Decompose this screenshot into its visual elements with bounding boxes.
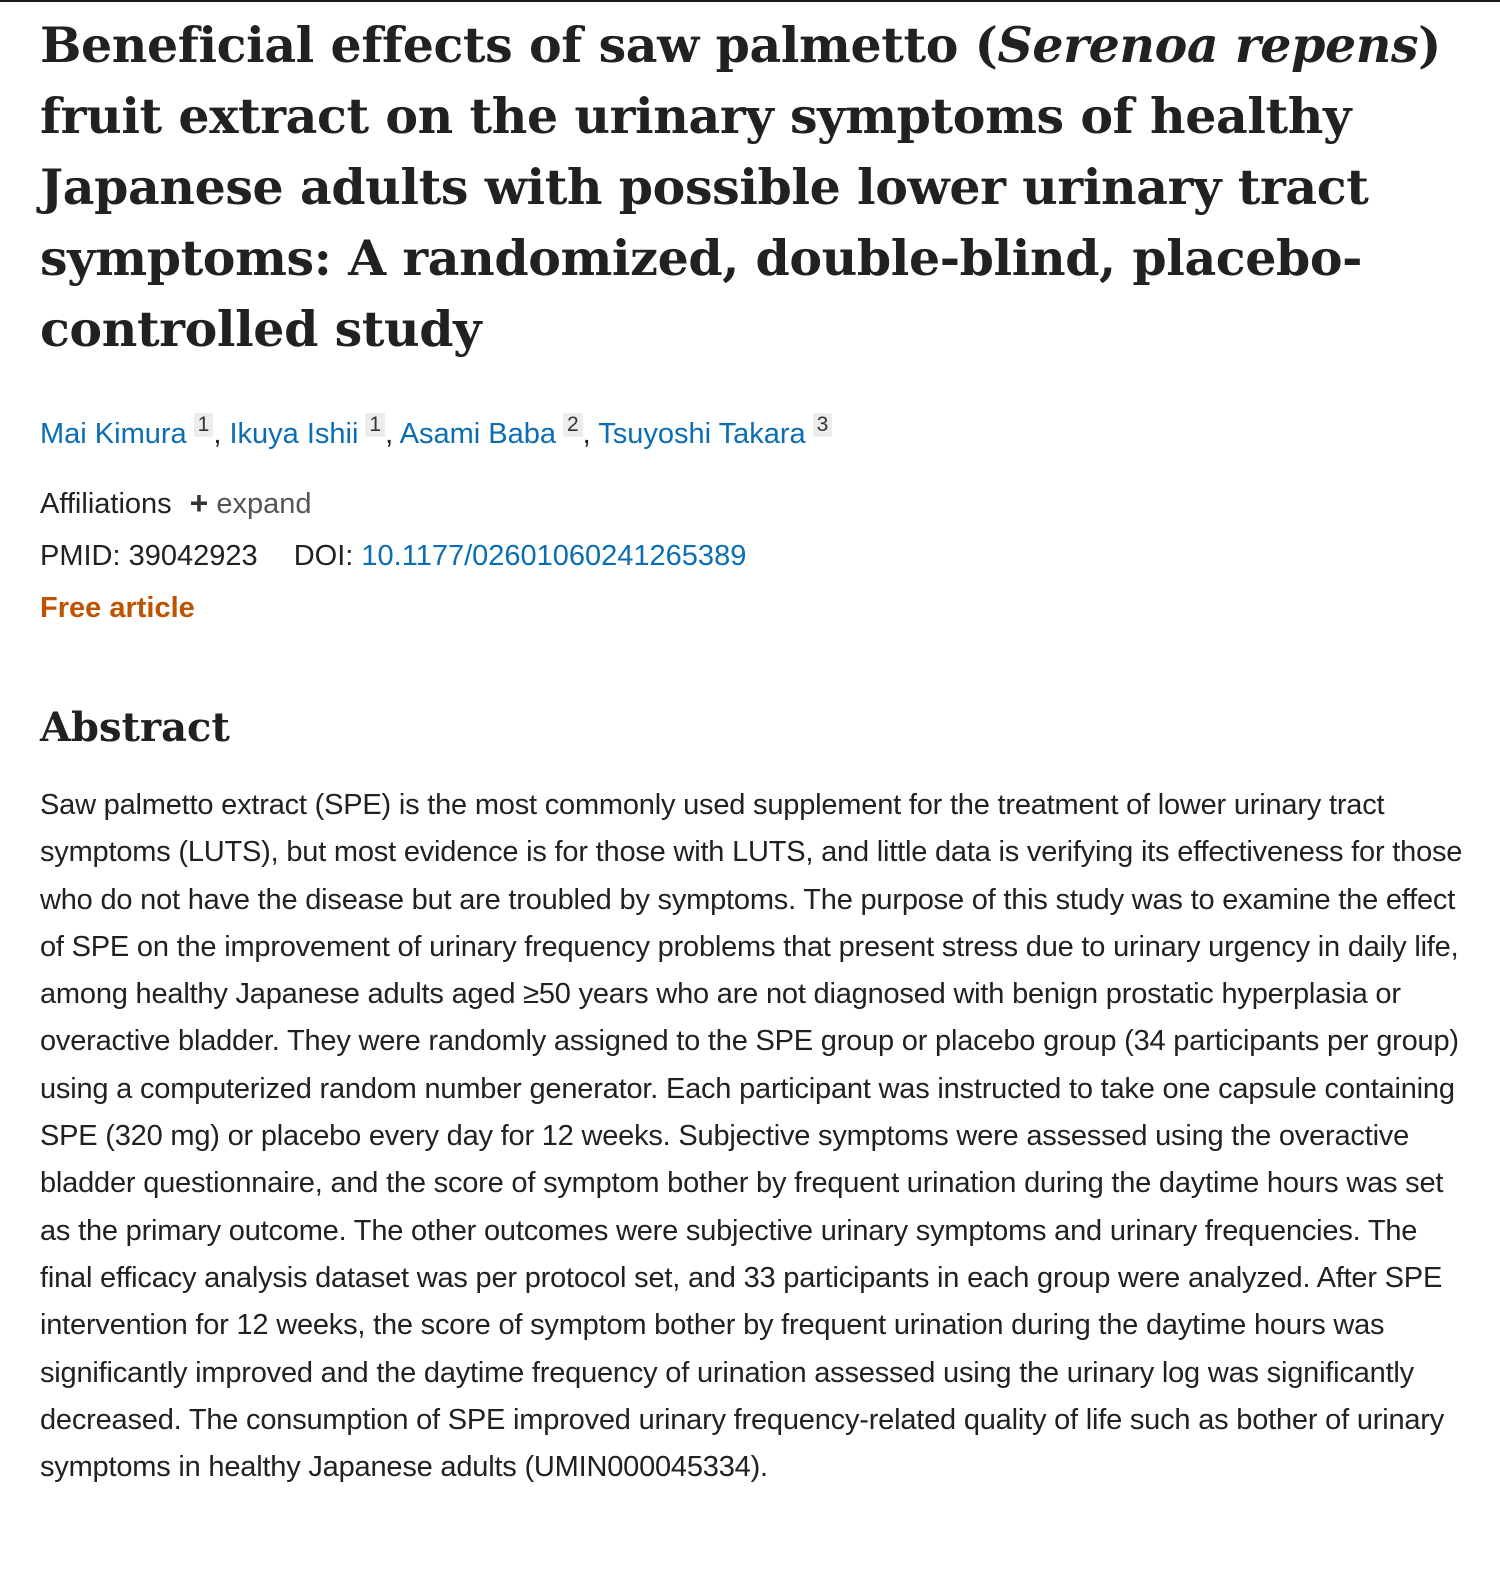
- affiliation-ref[interactable]: 3: [813, 413, 833, 437]
- title-part-2: ) fruit extract on the urinary symptoms of healthy Japanese adults with possible lower urinary tract symptoms: A randomized, double-blind, placebo-controlled study: [40, 16, 1441, 358]
- abstract-text: Saw palmetto extract (SPE) is the most commonly used supplement for the treatment of lower urinary tract symptoms (LUTS), but most evidence is for those with LUTS, and little data is verifying its effectiveness for those who do not have the disease but are troubled by symptoms. The purpose of this study was to examine the effect of SPE on the improvement of urinary frequency problems that present stress due to urinary urgency in daily life, among healthy Japanese adults aged ≥50 years who are not diagnosed with benign prostatic hyperplasia or overactive bladder. They were randomly assigned to the SPE group or placebo group (34 participants per group) using a computerized random number generator. Each participant was instructed to take one capsule containing SPE (320 mg) or placebo every day for 12 weeks. Subjective symptoms were assessed using the overactive bladder questionnaire, and the score of symptom bother by frequent urination during the daytime hours was set as the primary outcome. The other outcomes were subjective urinary symptoms and urinary frequencies. The final efficacy analysis dataset was per protocol set, and 33 participants in each group were analyzed. After SPE intervention for 12 weeks, the score of symptom bother by frequent urination during the daytime hours was significantly improved and the daytime frequency of urination assessed using the urinary log was significantly decreased. The consumption of SPE improved urinary frequency-related quality of life such as bother of urinary symptoms in healthy Japanese adults (UMIN000045334).: [40, 789, 1463, 1484]
- expand-affiliations-button[interactable]: [189, 485, 312, 521]
- affiliation-ref[interactable]: 1: [194, 413, 214, 437]
- author-separator: ,: [582, 418, 599, 450]
- pmid-label: PMID:: [40, 540, 121, 572]
- article-page: [40, 10, 1470, 1491]
- author-separator: ,: [385, 418, 400, 450]
- top-border: [0, 0, 1500, 2]
- abstract-heading: Abstract: [40, 704, 230, 751]
- title-part-1: Beneficial effects of saw palmetto (: [40, 16, 998, 74]
- author-list: [40, 413, 1470, 454]
- affiliations-label: Affiliations: [40, 488, 172, 520]
- title-species-italic: Serenoa repens: [997, 16, 1419, 74]
- identifiers-row: [40, 536, 1470, 576]
- affiliation-ref[interactable]: 2: [563, 413, 583, 437]
- affiliation-ref[interactable]: 1: [365, 413, 385, 437]
- plus-icon: +: [189, 485, 209, 521]
- free-article-badge: Free article: [40, 592, 195, 624]
- doi-label: DOI:: [293, 540, 354, 572]
- author-separator: ,: [213, 418, 230, 450]
- author-link[interactable]: Tsuyoshi Takara: [598, 418, 806, 450]
- author-link[interactable]: Mai Kimura: [40, 418, 187, 450]
- pmid-value: 39042923: [128, 540, 258, 572]
- article-title: [40, 10, 1460, 365]
- author-link[interactable]: Asami Baba: [399, 418, 556, 450]
- author-link[interactable]: Ikuya Ishii: [229, 418, 359, 450]
- expand-label: expand: [216, 488, 312, 520]
- doi-link[interactable]: 10.1177/02601060241265389: [361, 540, 747, 572]
- affiliations-row: [40, 482, 1470, 524]
